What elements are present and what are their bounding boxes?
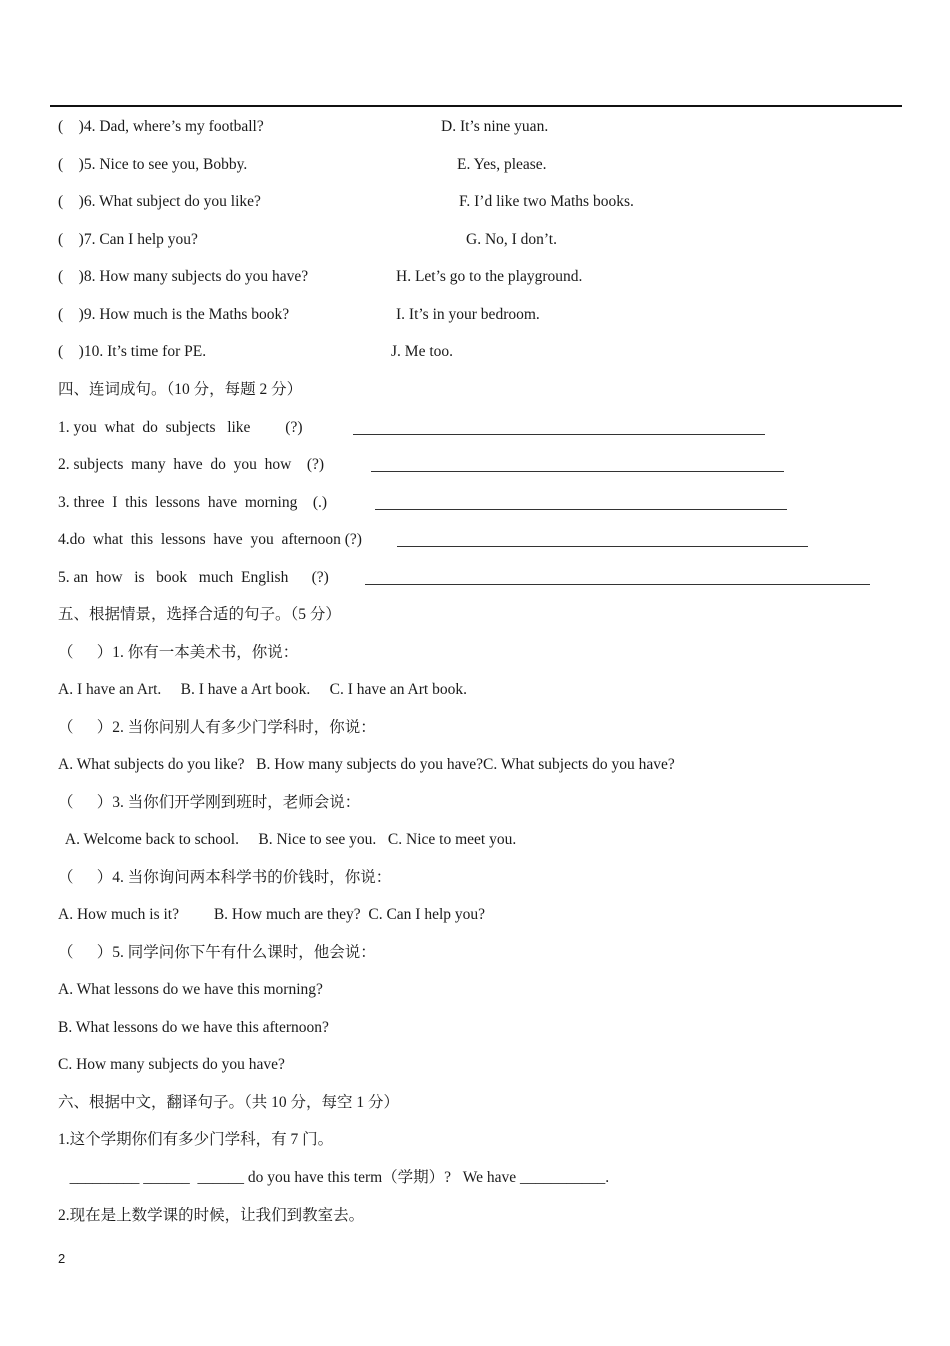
choice-options: A. What subjects do you like? B. How many subjects do you have?C. What subjects do you have? [58,756,675,773]
matching-question: ( )9. How much is the Maths book? [58,306,290,323]
choice-option: A. What lessons do we have this morning? [58,981,323,998]
matching-answer: D. It’s nine yuan. [441,118,549,135]
choice-option: C. How many subjects do you have? [58,1056,285,1073]
scrambled-sentence: 5. an how is book much English (?) [58,569,329,586]
section-5-title: 五、根据情景，选择合适的句子。（5 分） [58,606,341,623]
matching-answer: E. Yes, please. [457,156,547,173]
choice-question: （ ）4. 当你询问两本科学书的价钱时，你说： [58,869,392,886]
translation-question: 2.现在是上数学课的时候，让我们到教室去。 [58,1207,365,1224]
choice-option: B. What lessons do we have this afternoon? [58,1019,329,1036]
matching-question: ( )4. Dad, where’s my football? [58,118,264,135]
matching-answer: G. No, I don’t. [466,231,557,248]
matching-question: ( )5. Nice to see you, Bobby. [58,156,248,173]
choice-question: （ ）3. 当你们开学刚到班时，老师会说： [58,794,361,811]
section-4-title: 四、连词成句。（10 分，每题 2 分） [58,381,303,398]
matching-question: ( )10. It’s time for PE. [58,343,207,360]
matching-answer: H. Let’s go to the playground. [396,268,583,285]
choice-question: （ ）2. 当你问别人有多少门学科时，你说： [58,719,376,736]
choice-options: A. How much is it? B. How much are they? C. Can I help you? [58,906,486,923]
answer-blank[interactable] [397,546,808,547]
answer-blank[interactable] [353,434,765,435]
answer-blank[interactable] [371,471,784,472]
translation-question: 1.这个学期你们有多少门学科，有 7 门。 [58,1131,334,1148]
choice-question: （ ）5. 同学问你下午有什么课时，他会说： [58,944,376,961]
section-6-title: 六、根据中文，翻译句子。（共 10 分，每空 1 分） [58,1094,400,1111]
scrambled-sentence: 1. you what do subjects like (?) [58,419,303,436]
scrambled-sentence: 3. three I this lessons have morning (.) [58,494,328,511]
header-rule [50,105,902,107]
scrambled-sentence: 2. subjects many have do you how (?) [58,456,325,473]
matching-answer: F. I’d like two Maths books. [459,193,634,210]
matching-answer: I. It’s in your bedroom. [396,306,540,323]
choice-question: （ ）1. 你有一本美术书，你说： [58,644,299,661]
answer-blank[interactable] [365,584,870,585]
matching-question: ( )8. How many subjects do you have? [58,268,309,285]
matching-question: ( )7. Can I help you? [58,231,198,248]
choice-options: A. Welcome back to school. B. Nice to see you. C. Nice to meet you. [58,831,517,848]
matching-question: ( )6. What subject do you like? [58,193,261,210]
matching-answer: J. Me too. [391,343,453,360]
choice-options: A. I have an Art. B. I have a Art book. C. I have an Art book. [58,681,467,698]
scrambled-sentence: 4.do what this lessons have you afternoon (?) [58,531,362,548]
answer-blank[interactable] [375,509,787,510]
translation-answer-line[interactable]: _________ ______ ______ do you have this term（学期）? We have ___________. [58,1169,610,1186]
page-number: 2 [58,1251,66,1266]
